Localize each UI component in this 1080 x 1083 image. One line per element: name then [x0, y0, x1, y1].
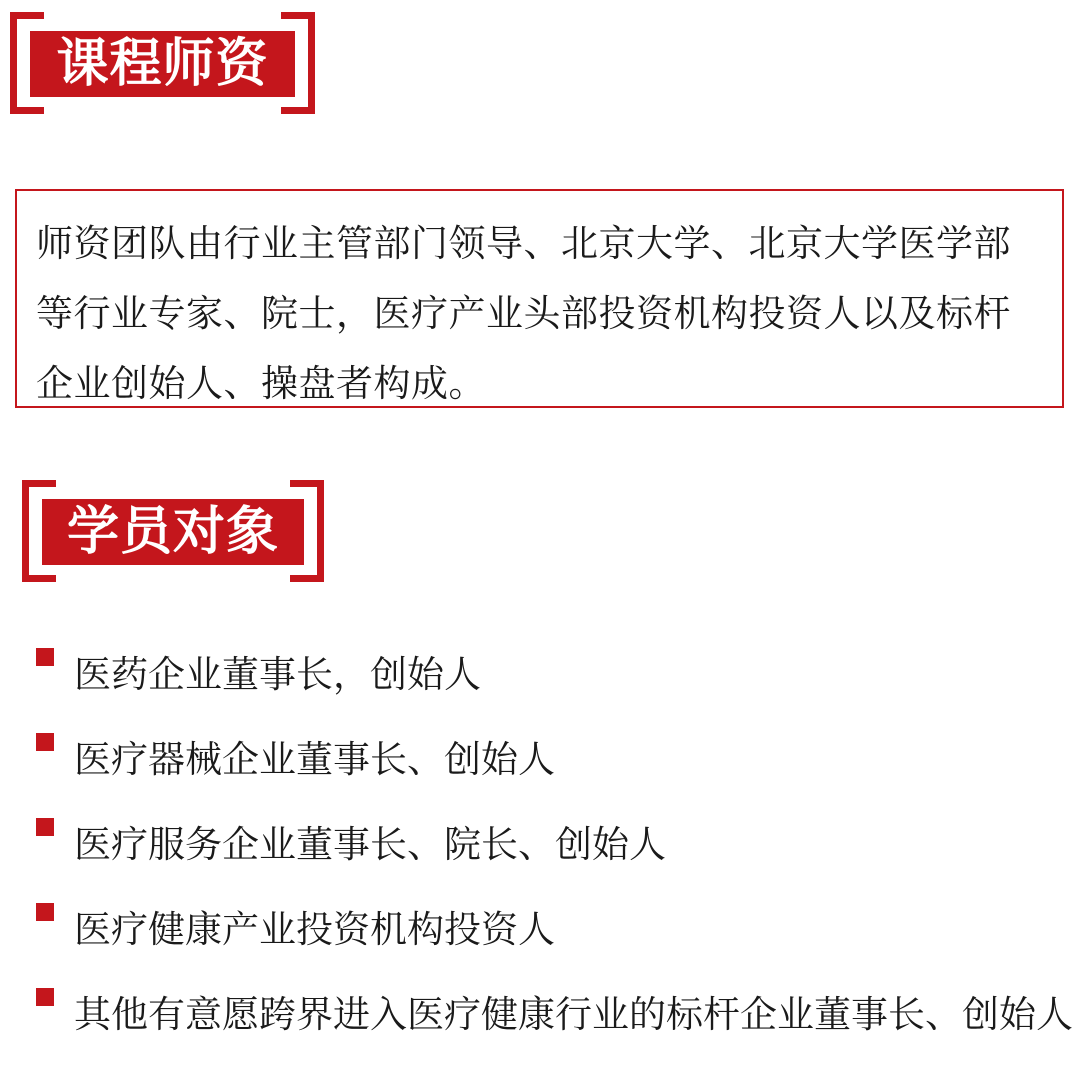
square-bullet-icon	[36, 988, 54, 1006]
faculty-description-text: 师资团队由行业主管部门领导、北京大学、北京大学医学部等行业专家、院士，医疗产业头部投资机构投资人以及标杆企业创始人、操盘者构成。	[36, 222, 1011, 405]
audience-item-label: 医药企业董事长，创始人	[74, 653, 481, 696]
faculty-heading-label-box	[30, 31, 295, 97]
audience-heading-label-box	[42, 499, 304, 565]
audience-list-item	[36, 895, 1076, 980]
audience-list-item	[36, 725, 1076, 810]
audience-list-item	[36, 810, 1076, 895]
faculty-description-panel	[15, 189, 1064, 408]
faculty-heading-title: 课程师资	[56, 34, 269, 94]
audience-list	[36, 640, 1076, 1065]
audience-heading-title: 学员对象	[66, 502, 279, 562]
audience-item-label: 医疗健康产业投资机构投资人	[74, 908, 555, 951]
audience-item-label: 医疗器械企业董事长、创始人	[74, 738, 555, 781]
square-bullet-icon	[36, 903, 54, 921]
faculty-heading	[10, 12, 315, 114]
square-bullet-icon	[36, 818, 54, 836]
audience-list-item	[36, 640, 1076, 725]
square-bullet-icon	[36, 733, 54, 751]
audience-item-label: 其他有意愿跨界进入医疗健康行业的标杆企业董事长、创始人	[74, 993, 1073, 1036]
audience-item-label: 医疗服务企业董事长、院长、创始人	[74, 823, 666, 866]
audience-heading	[22, 480, 324, 582]
audience-list-item	[36, 980, 1076, 1065]
square-bullet-icon	[36, 648, 54, 666]
